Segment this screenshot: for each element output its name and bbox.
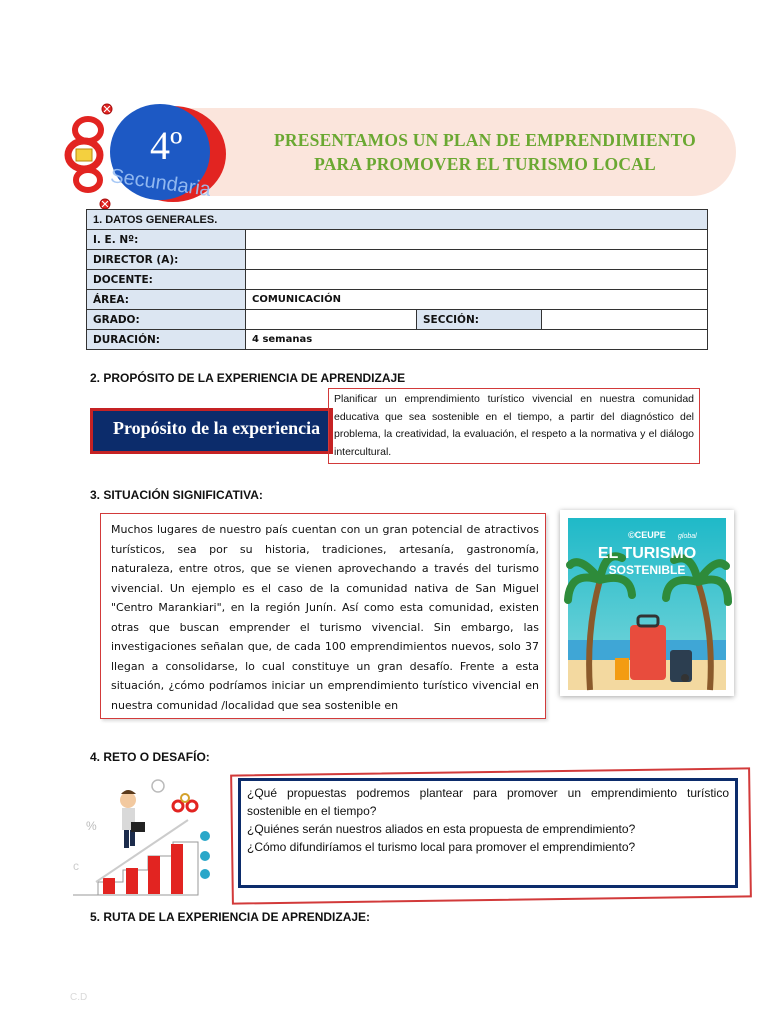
route-heading: 5. RUTA DE LA EXPERIENCIA DE APRENDIZAJE: (90, 910, 371, 924)
purpose-text: Planificar un emprendimiento turístico vivencial en nuestra comunidad educativa que sea sostenible en el tiempo, a partir del diagnóstico del problema, la creatividad, la evaluación, el respeto a la normativa y el diálogo intercultural. (328, 388, 700, 464)
poster-title-line1: EL TURISMO (597, 545, 697, 562)
row-value (246, 270, 708, 290)
challenge-question: ¿Quiénes serán nuestros aliados en esta propuesta de emprendimiento? (247, 822, 636, 836)
section-value (542, 310, 708, 330)
grade-level: Secundaria (109, 165, 213, 201)
page-title: PRESENTAMOS UN PLAN DE EMPRENDIMIENTO PARA PROMOVER EL TURISMO LOCAL (274, 130, 696, 174)
purpose-heading: 2. PROPÓSITO DE LA EXPERIENCIA DE APRENDIZAJE (90, 371, 406, 385)
general-data-heading: 1. DATOS GENERALES. (87, 210, 708, 230)
chain-decoration-icon (62, 100, 122, 212)
poster-title-line2: SOSTENIBLE (608, 563, 686, 577)
row-label: ÁREA: (87, 290, 246, 310)
challenge-question: ¿Qué propuestas podremos plantear para promover un emprendimiento turístico sostenible en el tiempo? (247, 786, 729, 818)
challenge-question: ¿Cómo difundiríamos el turismo local para promover el emprendimiento? (247, 840, 636, 854)
challenge-box (238, 778, 738, 888)
challenge-heading: 4. RETO O DESAFÍO: (90, 750, 210, 764)
grade-number: 4º (150, 123, 183, 168)
section-label: SECCIÓN: (417, 310, 542, 330)
general-data-table (86, 209, 708, 350)
row-value: COMUNICACIÓN (246, 290, 708, 310)
table-row (87, 230, 708, 250)
purpose-tab (90, 408, 333, 454)
row-value (246, 230, 708, 250)
table-row (87, 270, 708, 290)
tourism-poster (560, 510, 734, 696)
row-label: DURACIÓN: (87, 330, 246, 350)
table-row (87, 290, 708, 310)
poster-brand-suffix: global (678, 533, 697, 540)
row-value (246, 250, 708, 270)
row-label: DIRECTOR (A): (87, 250, 246, 270)
row-label: DOCENTE: (87, 270, 246, 290)
situation-text: Muchos lugares de nuestro país cuentan con un gran potencial de atractivos turísticos, sea por su historia, tradiciones, artesanía, gastronomía, naturaleza, entre otros, que se vienen aprovechando a través del turismo vivencial. Un ejemplo es el caso de la comunidad nativa de San Miguel "Centro Marankiari", en la región Junín. Así como esta comunidad, existen otras que buscan emprender el turismo vivencial. Sin embargo, las investigaciones señalan que, de cada 100 emprendimientos nuevos, solo 37 llegan a consolidarse, lo cual constituye un gran desafío. Frente a esta situación, ¿cómo podríamos iniciar un emprendimiento turístico vivencial en nuestra comunidad /localidad que sea sostenible en (100, 513, 546, 719)
svg-text:%: % (86, 819, 97, 833)
table-row (87, 250, 708, 270)
purpose-tab-label: Propósito de la experiencia (113, 418, 321, 438)
table-row (87, 330, 708, 350)
footer-watermark: C.D (70, 992, 88, 1003)
row-value (246, 310, 417, 330)
tourism-poster-illustration (560, 510, 734, 696)
growth-illustration (68, 770, 218, 898)
table-row (87, 310, 708, 330)
svg-text:c: c (73, 859, 79, 873)
situation-heading: 3. SITUACIÓN SIGNIFICATIVA: (90, 488, 263, 502)
row-value: 4 semanas (246, 330, 708, 350)
row-label: I. E. Nº: (87, 230, 246, 250)
row-label: GRADO: (87, 310, 246, 330)
poster-brand: ©CEUPE (628, 530, 666, 540)
